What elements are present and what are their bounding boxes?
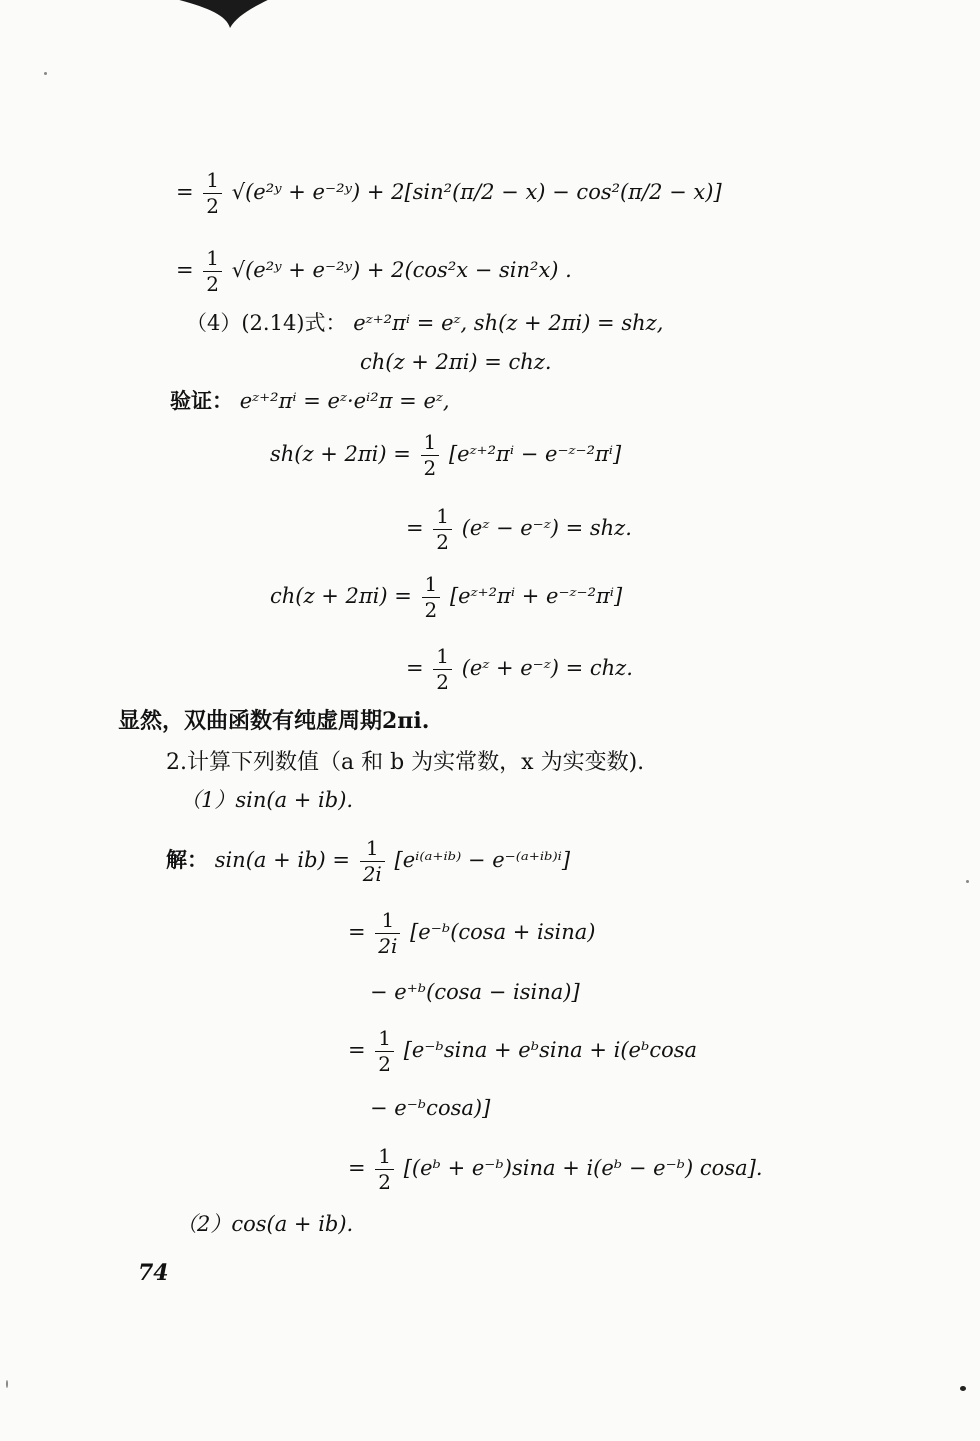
equation-line: = $\frac{1}{2}$ √(e²ʸ + e⁻²ʸ) + 2[sin²(π/2 − x) − cos²(π/2 − x)] xyxy=(176,168,722,218)
speck xyxy=(960,1386,966,1391)
solution-line-5: − e⁻ᵇcosa)] xyxy=(370,1096,491,1120)
equation-body: √(e²ʸ + e⁻²ʸ) + 2(cos²x − sin²x) . xyxy=(231,258,572,282)
speck xyxy=(44,72,47,75)
ch-line-2: = $\frac{1}{2}$ (eᶻ + e⁻ᶻ) = chz. xyxy=(406,644,633,694)
verify-label: 验证： xyxy=(170,388,233,413)
item-4-line xyxy=(186,313,663,334)
item-4-line-2 xyxy=(360,352,552,373)
equation: eᶻ⁺²πⁱ = eᶻ, sh(z + 2πi) = shz, xyxy=(353,311,664,335)
item-label: （4）(2.14)式： xyxy=(186,311,347,335)
solution-line-1: 解： sin(a + ib) = $\frac{1}{2i}$ [eⁱ⁽ᵃ⁺ⁱᵇ⁾ − e⁻⁽ᵃ⁺ⁱᵇ⁾ⁱ] xyxy=(166,836,571,886)
solution-line-6: = $\frac{1}{2}$ [(eᵇ + e⁻ᵇ)sina + i(eᵇ − e⁻ᵇ) cosa]. xyxy=(348,1144,763,1194)
solution-line-3: − e⁺ᵇ(cosa − isina)] xyxy=(370,980,580,1004)
verify-line xyxy=(170,390,450,412)
page-number: 74 xyxy=(138,1260,169,1286)
solution-line-4: = $\frac{1}{2}$ [e⁻ᵇsina + eᵇsina + i(eᵇcosa xyxy=(348,1026,698,1076)
conclusion: 显然，双曲函数有纯虚周期2πi. xyxy=(118,708,430,734)
speck xyxy=(966,880,969,883)
sh-line-2: = $\frac{1}{2}$ (eᶻ − e⁻ᶻ) = shz. xyxy=(406,504,632,554)
page-blot xyxy=(130,0,310,40)
equation-line: = $\frac{1}{2}$ √(e²ʸ + e⁻²ʸ) + 2(cos²x − sin²x) . xyxy=(176,246,572,296)
equation-body: √(e²ʸ + e⁻²ʸ) + 2[sin²(π/2 − x) − cos²(π/2 − x)] xyxy=(231,180,722,204)
problem-2-heading: 2.计算下列数值（a 和 b 为实常数，x 为实变数). xyxy=(166,750,645,775)
sub-problem-2: （2）cos(a + ib). xyxy=(176,1212,354,1236)
sh-line-1: sh(z + 2πi) = $\frac{1}{2}$ [eᶻ⁺²πⁱ − e⁻ᶻ⁻²πⁱ] xyxy=(270,430,622,480)
ch-line-1: ch(z + 2πi) = $\frac{1}{2}$ [eᶻ⁺²πⁱ + e⁻ᶻ⁻²πⁱ] xyxy=(270,572,623,622)
sub-problem-1: （1）sin(a + ib). xyxy=(180,788,354,812)
equation: ch(z + 2πi) = chz. xyxy=(360,350,552,374)
speck xyxy=(6,1380,8,1388)
solution-label: 解： xyxy=(166,847,208,872)
equation: eᶻ⁺²πⁱ = eᶻ·eⁱ²π = eᶻ, xyxy=(239,389,450,413)
solution-line-2: = $\frac{1}{2i}$ [e⁻ᵇ(cosa + isina) xyxy=(348,908,596,958)
